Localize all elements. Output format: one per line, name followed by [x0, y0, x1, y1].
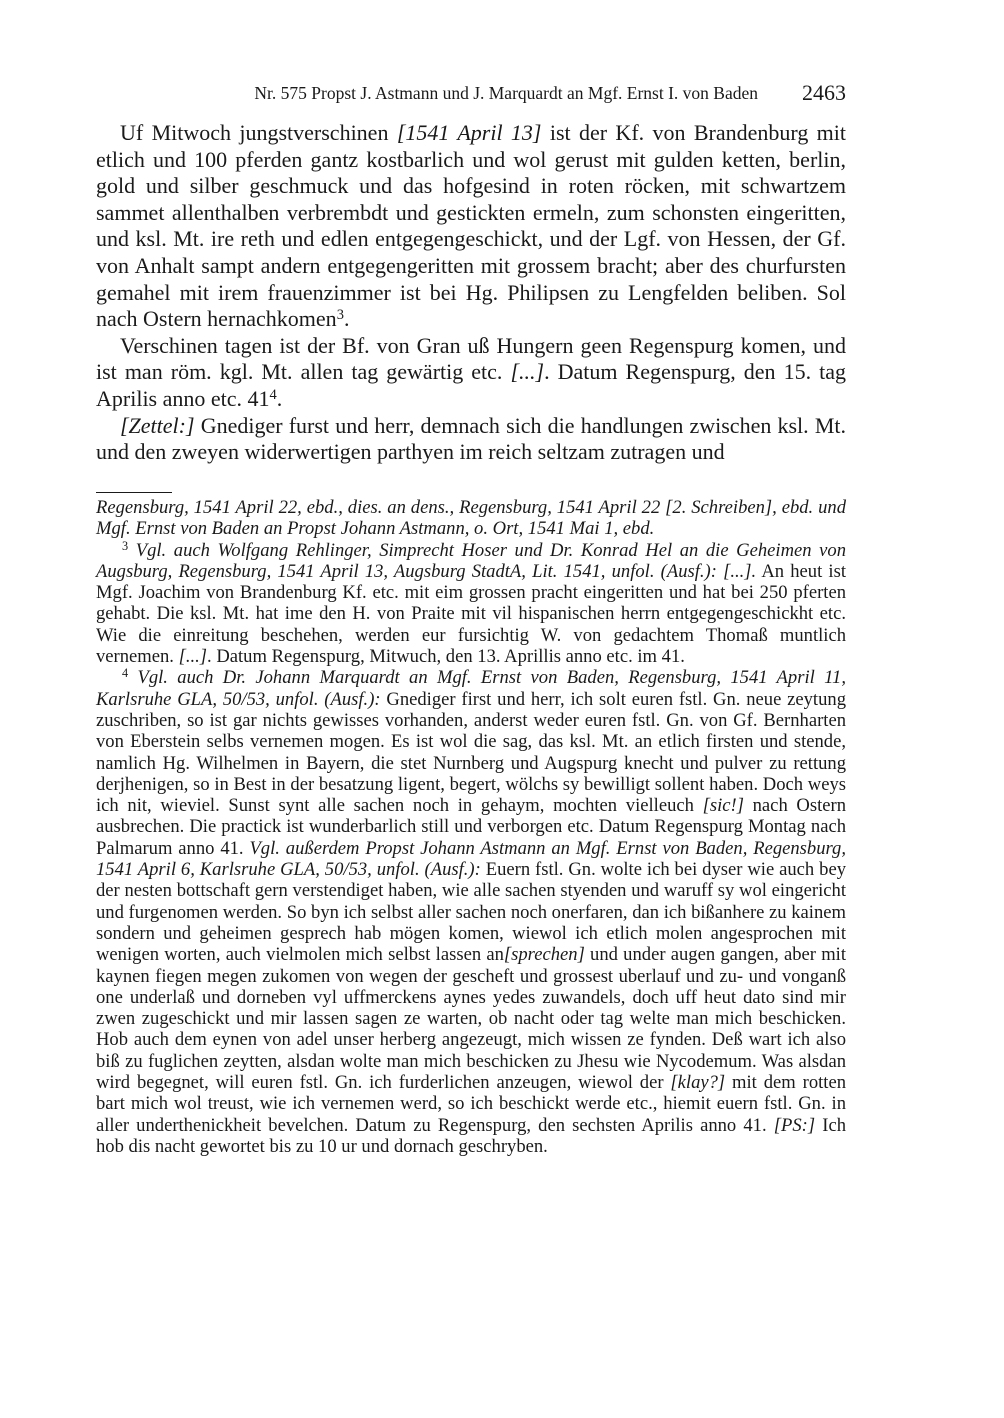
- running-head: [96, 78, 846, 108]
- footnote-3: [96, 540, 846, 668]
- p2-text-d: .: [276, 385, 283, 411]
- p1-text-a: Uf Mitwoch jungstverschinen: [120, 120, 397, 145]
- paragraph-1: [96, 120, 846, 333]
- fn4-klay: [klay?]: [670, 1072, 726, 1094]
- fn3-source: Vgl. auch Wolfgang Rehlinger, Simprecht Hoser und Dr. Konrad Hel an die Geheimen von Augsburg, Regensburg, 1541 April 13, Augsburg StadtA, Lit. 1541, unfol. (Ausf.): [...].: [96, 539, 846, 582]
- fn-cont-text: Regensburg, 1541 April 22, ebd., dies. an dens., Regensburg, 1541 April 22 [2. Schreiben], ebd. und Mgf. Ernst von Baden an Propst Johann Astmann, o. Ort, 1541 Mai 1, ebd.: [96, 497, 846, 540]
- p1-date-editorial: [1541 April 13]: [396, 120, 542, 145]
- page-number: 2463: [802, 80, 846, 105]
- p1-text-d: .: [343, 306, 350, 332]
- main-text: [96, 120, 846, 466]
- footnote-ref-4[interactable]: 4: [269, 386, 277, 403]
- p2-text-c: . Datum Regenspurg, den 15. tag Aprilis anno etc. 41: [96, 359, 846, 411]
- footnote-number-4: 4: [122, 666, 129, 681]
- paragraph-2: [96, 333, 846, 413]
- paragraph-3: [96, 413, 846, 466]
- fn4-text-j: mit dem rotten bart mich wol treust, wie ich vernemen werd, so ich beschickt werde etc., hiemit euern fstl. Gn. in aller underthenickheit bevelchen. Datum zu Regenspurg, den sechsten Aprilis anno 41.: [96, 1072, 846, 1136]
- fn4-text-d: nach Ostern ausbrechen. Die practick ist wunderbarlich still und verborgen etc. Datum Regenspurg Montag nach Palmarum anno 41.: [96, 795, 846, 859]
- fn4-sprechen: [sprechen]: [503, 944, 585, 966]
- fn4-text-f: Euern fstl. Gn. wolte ich bei dyser wie auch bey der nesten bottschaft gern verstendiget haben, wie alle sachen styenden und waruff sy wol eingericht und furgenomen werden. So byn ich selbst aller sachen noch onerfaren, dan ich bißanhere zu kainem sondern und geheimen gesprech hab mögen komen, wiewol ich etlich molen angesprochen mit wenigen worten, auch vielmolen mich selbst lassen an: [96, 859, 846, 966]
- fn4-ps: [PS:]: [773, 1114, 816, 1136]
- footnote-continuation: [96, 497, 846, 540]
- fn4-text-h: und under augen gangen, aber mit kaynen fiegen megen zukomen von wegen der gescheft und grossest uberlauf und zu- und vonganß one underlaß und dorneben vyl uffmerckens aynes yedes zuwandels, doch uff heut dato sind mir zwen zugeschickt und mir lassen sagen ze warten, ob nacht oder tag welte man mich beschicken. Hob auch dem eynen von adel unser herberg angezeugt, mich wissen ze fynden. Deß wart ich also biß zu fuglichen zeytten, alsdan wolte man mich beschicken zu Jhesu wie Nycodemum. Was alsdan wird begegnet, will euren fstl. Gn. ich furderlichen anzeugen, wiewol der: [96, 944, 846, 1094]
- footnote-ref-3[interactable]: 3: [336, 306, 344, 323]
- fn3-text-d: . Datum Regenspurg, Mitwuch, den 13. Aprillis anno etc. im 41.: [207, 646, 685, 668]
- fn4-source-2: Vgl. außerdem Propst Johann Astmann an Mgf. Ernst von Baden, Regensburg, 1541 April 6, Karlsruhe GLA, 50/53, unfol. (Ausf.):: [96, 837, 846, 881]
- p1-text-c: ist der Kf. von Brandenburg mit etlich und 100 pferden gantz kostbarlich und wol gerust mit gulden ketten, berlin, gold und silber geschmuck und das hofgesind in roten röcken, mit schwartzem sammet allenthalben verbrembdt und gestickten ermeln, zum schonsten eingeritten, und ksl. Mt. ire reth und edlen entgegengeschickt, und der Lgf. von Hessen, der Gf. von Anhalt sampt andern entgegengeritten mit grossem bracht; aber des churfursten gemahel mit irem frauenzimmer ist bei Hg. Philipsen zu Lengfelden beliben. Sol nach Ostern hernachkomen: [96, 120, 847, 332]
- p2-omission: [...]: [510, 359, 545, 385]
- fn3-text-b: An heut ist Mgf. Joachim von Brandenburg Kf. etc. mit eim grossen pracht eingeritten und hat bei 250 pferten gehabt. Die ksl. Mt. hat ime den H. von Praite mit vil hispanischen herrn entgegengeschickht etc. Wie die einreitung beschehen, werden eur fursichtig W. von gedachtem Thomaß muntlich vernemen.: [96, 560, 846, 668]
- footnotes: [96, 497, 846, 1157]
- fn4-text-l: Ich hob dis nacht gewortet bis zu 10 ur und dornach geschryben.: [96, 1114, 847, 1157]
- running-title: Nr. 575 Propst J. Astmann und J. Marquardt an Mgf. Ernst I. von Baden: [254, 83, 758, 103]
- fn4-source-1: Vgl. auch Dr. Johann Marquardt an Mgf. Ernst von Baden, Regensburg, 1541 April 11, Karlsruhe GLA, 50/53, unfol. (Ausf.):: [96, 667, 846, 710]
- footnote-4: [96, 667, 846, 1157]
- footnote-number-3: 3: [122, 538, 129, 553]
- fn4-sic: [sic!]: [702, 795, 744, 817]
- fn4-text-b: Gnediger first und herr, ich solt euren fstl. Gn. neue zeytung zuschriben, so ist gar nichts gewisses vorhanden, anderst weder euren fstl. Gn. von Gf. Bernharten von Eberstein selbs vernemen mogen. Es ist wol die sag, das ksl. Mt. an etlich firsten und stende, namlich Hg. Wilhelmen in Bayern, die stet Nurnberg und Augspurg knecht und pulver zu rettung derjhenigen, so in Best in der besatzung ligent, begert, wölchs sy bewilligt sollent haben. Doch weys ich nit, wieviel. Sunst synt alle sachen noch in gehaym, mochten vielleuch: [96, 688, 846, 817]
- p3-zettel-label: [Zettel:]: [120, 412, 195, 438]
- p3-text-b: Gnediger furst und herr, demnach sich die handlungen zwischen ksl. Mt. und den zweyen widerwertigen parthyen im reich seltzam zutragen und: [96, 412, 846, 465]
- footnote-divider: [96, 492, 172, 493]
- fn3-omission: [...]: [178, 646, 208, 668]
- p2-text-a: Verschinen tagen ist der Bf. von Gran uß Hungern geen Regenspurg komen, und ist man röm. kgl. Mt. allen tag gewärtig etc.: [96, 332, 846, 385]
